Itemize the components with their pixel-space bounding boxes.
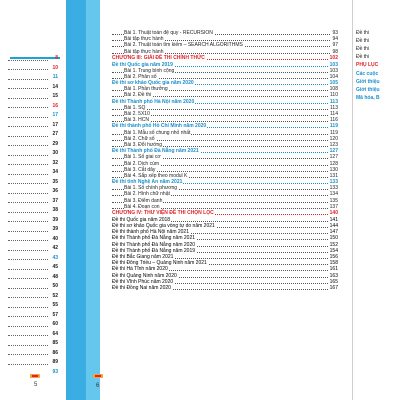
toc-page-ref: 144 (329, 223, 338, 230)
left-page-page-ref: 34 (52, 169, 58, 175)
toc-page-ref: 161 (329, 266, 338, 273)
leader-dots (8, 335, 48, 336)
left-page-page-ref: 32 (52, 159, 58, 166)
toc-title: Bài 1. Số giai cơ (124, 154, 161, 161)
toc-page-ref: 119 (330, 129, 338, 136)
toc-title: Bài 1. SQ (124, 104, 146, 111)
leader-dots (8, 126, 48, 127)
leader-dots (8, 221, 48, 222)
toc-page-ref: 113 (329, 98, 338, 105)
toc-title: Đề thi Bắc Giang năm 2021 (112, 253, 174, 260)
left-page-page-ref: 57 (52, 311, 58, 318)
leader-dots (8, 88, 48, 89)
leader-dots (8, 155, 48, 156)
leader-dots (8, 79, 48, 80)
toc-title: Bài tập thực hành (124, 36, 164, 43)
toc-title: Bài 2. Thuật toán tìm kiếm – SEARCH ALGORITHMS (124, 42, 243, 49)
toc-page-ref: 97 (332, 42, 338, 49)
toc-page-ref: 141 (329, 216, 338, 223)
toc-page-ref: 113 (330, 104, 338, 111)
toc-page-ref: 150 (329, 235, 338, 242)
leader-dots (8, 212, 48, 213)
left-page-page-ref: 42 (52, 245, 58, 251)
toc-title: Đề thi Thành phố Đà Nẵng năm 2021 (112, 148, 199, 155)
left-page-page-ref: 8 (55, 55, 58, 61)
leader-dots (8, 250, 48, 251)
left-page (0, 0, 66, 400)
toc-title: Bài 1. Trung bình cộng (124, 67, 175, 74)
left-page-page-ref: 45 (52, 264, 58, 270)
right-page-toc-entry: Các cuộc (356, 71, 379, 77)
toc-page (66, 0, 352, 400)
leader-dots (8, 202, 48, 203)
leader-dots (8, 307, 48, 308)
publisher-logo-icon (92, 372, 104, 380)
toc-page-ref: 165 (329, 278, 338, 285)
toc-page-ref: 127 (329, 154, 338, 161)
leader-dots (8, 117, 48, 118)
leader-dots (8, 145, 48, 146)
toc-page-ref: 133 (329, 179, 338, 186)
toc-title: Bài 4. Đoạn con (124, 203, 160, 210)
toc-page-ref: 104 (329, 73, 338, 80)
leader-dots (8, 231, 48, 232)
leader-dots (8, 278, 48, 279)
toc-page-ref: 114 (330, 111, 338, 118)
toc-title: Bài 2. Hình chữ nhật (124, 191, 170, 198)
toc-title: Đề thi thành phố Hồ Chí Minh năm 2020 (112, 123, 207, 130)
toc-title: Đề thi Thành phố Đà Nẵng năm 2019 (112, 247, 196, 254)
toc-page-ref: 163 (329, 272, 338, 279)
toc-title: Đề thi Đồng Nai năm 2020 (112, 284, 171, 291)
left-page-page-ref: 11 (52, 74, 58, 80)
toc-title: Đề thi Quốc gia năm 2019 (112, 61, 173, 68)
toc-page-ref: 116 (330, 117, 338, 124)
leader-dots (8, 98, 48, 99)
toc-page-ref: 119 (329, 123, 338, 130)
left-page-page-ref: 60 (52, 321, 58, 327)
toc-page-ref: 103 (329, 67, 338, 74)
toc-page-ref: 110 (330, 92, 338, 99)
toc-title: Bài 1. Thuật toán đệ quy - RECURSION (124, 30, 213, 36)
toc-title: Bài 4. Sắp xếp theo modul K (124, 172, 188, 179)
toc-page-ref: 128 (329, 160, 338, 167)
right-page (352, 0, 400, 400)
left-page-page-ref: 64 (52, 330, 58, 337)
left-page-page-ref: 48 (52, 273, 58, 280)
toc-page-ref: 134 (329, 191, 338, 198)
leader-dots (8, 345, 48, 346)
toc-page-ref: 102 (329, 54, 338, 61)
table-of-contents (112, 30, 338, 291)
toc-title: Bài 3. HCN (124, 117, 150, 124)
leader-dots (8, 107, 48, 108)
toc-page-ref: 94 (332, 36, 338, 43)
left-page-page-ref: 43 (52, 254, 58, 261)
left-page-page-ref: 52 (52, 292, 58, 299)
right-page-toc-entry: Đề thi (356, 30, 370, 36)
toc-title: Đề thi tỉnh Nghệ An năm 2021 (112, 179, 183, 186)
toc-title: Đề thi Đông Triều – Quảng Ninh năm 2021 (112, 260, 207, 267)
right-page-toc-entry: Đề thi (356, 38, 370, 44)
left-page-page-ref: 38 (52, 207, 58, 213)
leader-dots (8, 326, 48, 327)
toc-page-ref: 137 (329, 203, 338, 210)
toc-page-ref: 123 (329, 141, 338, 148)
right-page-toc-entry: Mã hóa, B (356, 95, 380, 101)
toc-title: Bài 3. Đổi hướng (124, 141, 163, 148)
leader-dots (8, 136, 48, 137)
left-page-page-ref: 40 (52, 235, 58, 242)
left-page-page-ref: 15 (52, 93, 58, 99)
toc-title: CHƯƠNG IV: THƯ VIỆN ĐỀ THI CHỌN LỌC (112, 210, 214, 217)
left-page-page-ref: 37 (52, 197, 58, 204)
left-page-page-ref: 36 (52, 188, 58, 194)
leader-dots (8, 288, 48, 289)
toc-title: Bài 3. Cắt dây (124, 166, 156, 173)
toc-chapter (112, 55, 338, 62)
toc-title: Đề thi thành phố Hà Nội năm 2021 (112, 229, 189, 236)
toc-title: CHƯƠNG III: GIẢI ĐỀ THI CHÍNH THỨC (112, 54, 205, 61)
right-page-toc-entry: Đề thi (356, 46, 370, 52)
toc-title: Đề thi Thành phố Đà Nẵng năm 2021 (112, 235, 196, 242)
left-page-page-ref: 39 (52, 226, 58, 232)
left-page-page-ref: 85 (52, 340, 58, 346)
toc-title: Đề thi Quảng Ninh năm 2020 (112, 272, 177, 279)
right-page-toc-entry: Giới thiệu (356, 87, 380, 93)
left-page-page-ref: 35 (52, 178, 58, 185)
toc-title: Bài 2. Đề thi (124, 92, 152, 99)
toc-page-ref: 130 (329, 166, 338, 173)
leader-dots (8, 297, 48, 298)
leader-dots (8, 354, 48, 355)
left-page-page-ref: 30 (52, 150, 58, 156)
toc-title: Bài tập thực hành (124, 48, 164, 55)
toc-title: Đề thi Vĩnh Phúc năm 2020 (112, 278, 174, 285)
left-page-page-ref: 16 (52, 102, 58, 109)
toc-title: Đề thi Thành phố Đà Nẵng năm 2020 (112, 241, 196, 248)
left-page-page-ref: 89 (52, 359, 58, 365)
toc-title: Bài 2. Dịch cùm (124, 160, 160, 167)
page-edge-band (66, 0, 86, 400)
leader-dots (8, 174, 48, 175)
left-page-page-ref: 17 (52, 112, 58, 118)
leader-dots (8, 316, 48, 317)
toc-page-ref: 98 (332, 48, 338, 55)
toc-entry (112, 285, 338, 291)
toc-page-ref: 120 (329, 135, 338, 142)
toc-page-ref: 167 (329, 284, 338, 291)
toc-page-ref: 154 (329, 247, 338, 254)
left-page-page-ref: 93 (52, 368, 58, 375)
toc-page-ref: 93 (332, 30, 338, 36)
toc-title: Bài 1. Phần thưởng (124, 86, 168, 93)
toc-page-ref: 131 (329, 172, 338, 179)
right-page-toc-entry: Đề thi (356, 54, 370, 60)
toc-page-ref: 158 (329, 260, 338, 267)
toc-page-ref: 156 (329, 253, 338, 260)
left-page-page-ref: 14 (52, 83, 58, 90)
publisher-logo-icon (29, 372, 41, 380)
leader-dots (8, 364, 48, 365)
toc-title: Bài 1. Số chính phương (124, 185, 178, 192)
right-page-toc-entry: PHỤ LỤC (356, 62, 379, 68)
leader-dots (8, 60, 48, 61)
left-page-page-ref: 86 (52, 349, 58, 356)
toc-page-ref: 133 (329, 185, 338, 192)
toc-title: Đề thi Quốc gia năm 2018 (112, 216, 171, 223)
toc-title: Bài 1. Mẫu số chung nhỏ nhất (124, 129, 191, 136)
left-page-page-ref: 29 (52, 140, 58, 147)
toc-title: Đề thi Hà Tĩnh năm 2020 (112, 266, 168, 273)
leader-dots (8, 183, 48, 184)
toc-page-ref: 127 (329, 148, 338, 155)
left-page-page-ref: 10 (52, 64, 58, 71)
page-edge-band-light (86, 0, 100, 400)
right-page-toc-entry: Giới thiệu (356, 79, 380, 85)
leader-dots (8, 164, 48, 165)
left-page-page-ref: 55 (52, 302, 58, 308)
toc-title: Đề thi Thành phố Hà Nội năm 2020 (112, 98, 195, 105)
toc-page-ref: 152 (329, 241, 338, 248)
toc-page-ref: 147 (329, 229, 338, 236)
toc-title: Bài 2. 5X10 (124, 111, 150, 118)
toc-chapter (112, 210, 338, 217)
left-page-page-ref: 39 (52, 216, 58, 223)
toc-page-ref: 105 (329, 80, 338, 87)
leader-dots (8, 259, 48, 260)
toc-title: Đề thi sơ khảo Quốc gia năm 2020 (112, 80, 194, 87)
left-page-page-ref: 27 (52, 131, 58, 137)
leader-dots (8, 193, 48, 194)
leader-dots (8, 240, 48, 241)
toc-page-number: 6 (96, 383, 100, 389)
toc-title: Bài 3. Điểm danh (124, 197, 163, 204)
toc-title: Đề thi sơ khảo Quốc gia vòng tự do năm 2021 (112, 223, 215, 230)
left-page-number: 5 (34, 382, 38, 388)
leader-dots (8, 269, 48, 270)
leader-dots (8, 69, 48, 70)
left-page-page-ref: 17 (52, 121, 58, 128)
toc-page-ref: 135 (329, 197, 338, 204)
toc-page-ref: 140 (329, 210, 338, 217)
left-page-page-ref: 50 (52, 283, 58, 289)
toc-page-ref: 108 (329, 86, 338, 93)
toc-title: Bài 2. Phân số (124, 73, 157, 80)
toc-page-ref: 103 (329, 61, 338, 68)
toc-title: Bài 2. Chữ số (124, 135, 155, 142)
